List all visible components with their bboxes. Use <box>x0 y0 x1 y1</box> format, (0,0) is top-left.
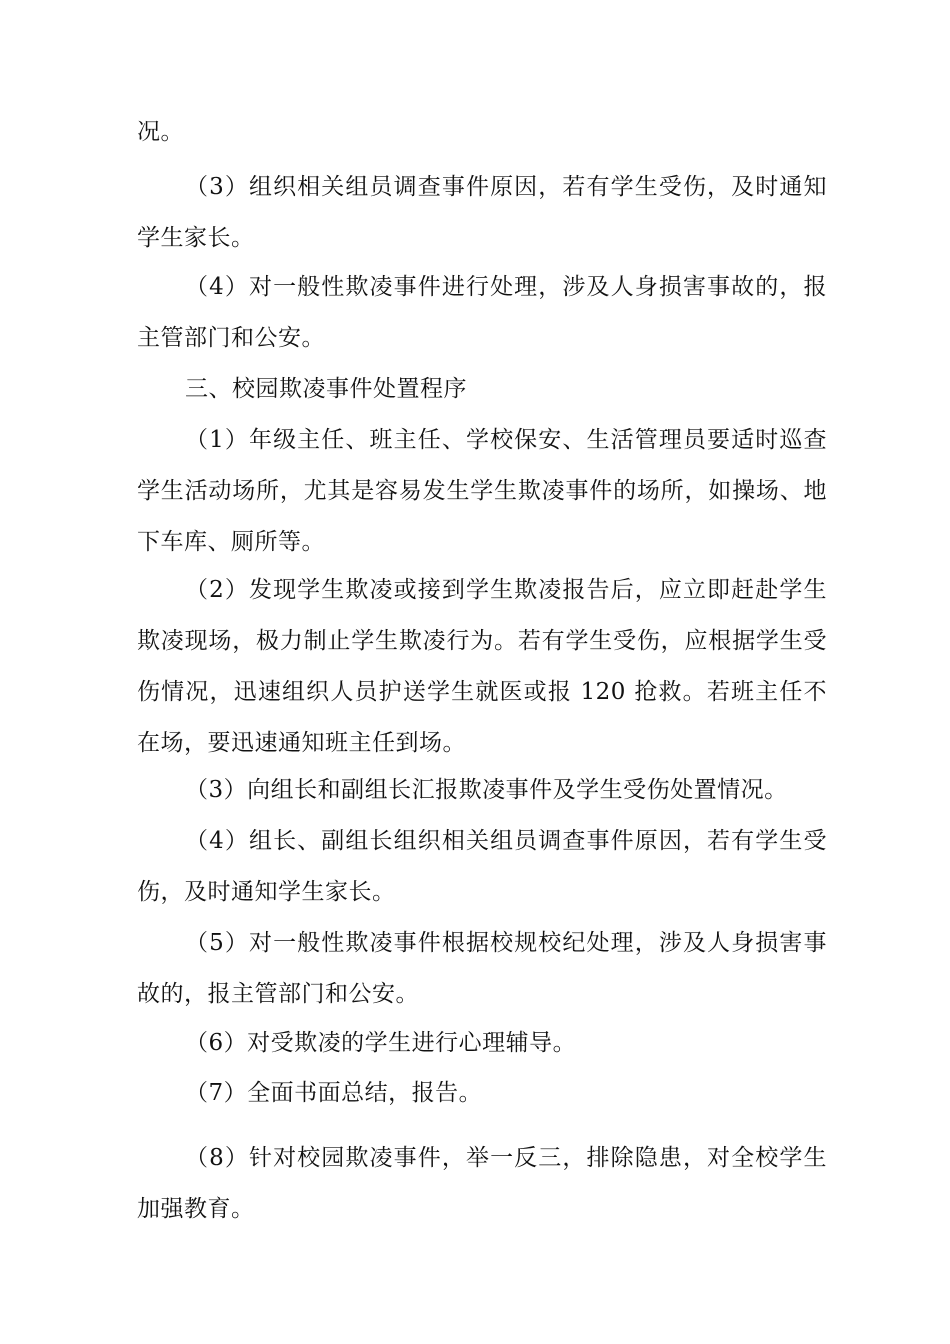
procedure-item-8: （8）针对校园欺凌事件，举一反三，排除隐患，对全校学生加强教育。 <box>137 1145 827 1222</box>
paragraph-continuation: 况。 <box>137 119 184 145</box>
paragraph-item-4: （4）对一般性欺凌事件进行处理，涉及人身损害事故的，报主管部门和公安。 <box>137 274 827 351</box>
procedure-item-7: （7）全面书面总结，报告。 <box>185 1080 483 1106</box>
procedure-item-5: （5）对一般性欺凌事件根据校规校纪处理，涉及人身损害事故的，报主管部门和公安。 <box>137 930 827 1007</box>
procedure-item-3: （3）向组长和副组长汇报欺凌事件及学生受伤处置情况。 <box>185 777 788 803</box>
procedure-item-6: （6）对受欺凌的学生进行心理辅导。 <box>185 1030 577 1056</box>
procedure-item-4: （4）组长、副组长组织相关组员调查事件原因，若有学生受伤，及时通知学生家长。 <box>137 828 827 905</box>
section-heading: 三、校园欺凌事件处置程序 <box>185 376 467 402</box>
procedure-item-1: （1）年级主任、班主任、学校保安、生活管理员要适时巡查学生活动场所，尤其是容易发生学生欺凌事件的场所，如操场、地下车库、厕所等。 <box>137 427 827 555</box>
procedure-item-2: （2）发现学生欺凌或接到学生欺凌报告后，应立即赶赴学生欺凌现场，极力制止学生欺凌行为。若有学生受伤，应根据学生受伤情况，迅速组织人员护送学生就医或报 120 抢救。若班主任不在场，要迅速通知班主任到场。 <box>137 577 827 756</box>
paragraph-item-3: （3）组织相关组员调查事件原因，若有学生受伤，及时通知学生家长。 <box>137 174 827 251</box>
